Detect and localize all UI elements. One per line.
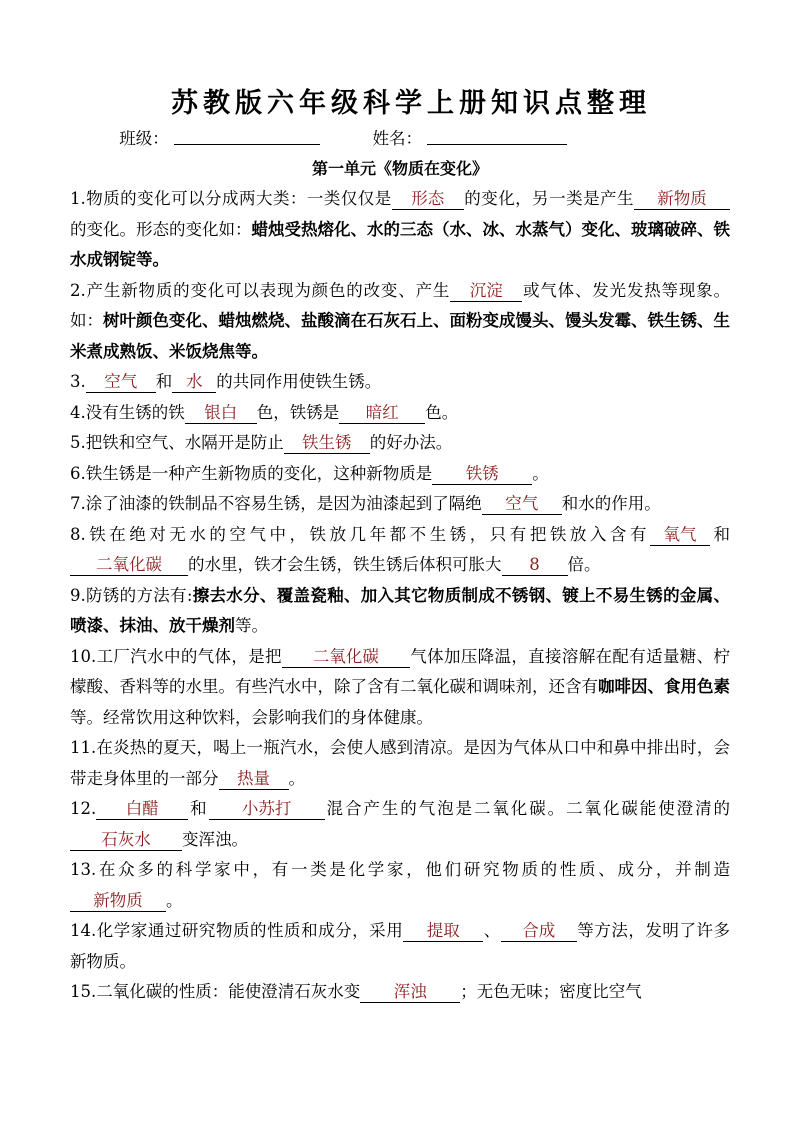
list-item: 12. 白醋 和 小苏打 混合产生的气泡是二氧化碳。二氧化碳能使澄清的石灰水 变浑浊。: [70, 799, 731, 849]
class-field[interactable]: [174, 128, 320, 145]
answer-blank: 形态: [392, 189, 464, 210]
list-item: 11.在炎热的夏天，喝上一瓶汽水，会使人感到清凉。是因为气体从口中和鼻中排出时，会带走身体里的一部分 热量 。: [70, 738, 730, 788]
name-label: 姓名：: [372, 129, 422, 148]
knowledge-list: [70, 184, 730, 1008]
answer-blank: 新物质: [70, 891, 166, 912]
list-item: 8.铁在绝对无水的空气中，铁放几年都不生锈，只有把铁放入含有 氧气 和二氧化碳 的水里，铁才会生锈，铁生锈后体积可胀大 8 倍。: [70, 524, 730, 574]
answer-blank: 8: [502, 555, 568, 576]
answer-blank: 暗红: [339, 403, 425, 424]
answer-blank: 小苏打: [209, 799, 325, 820]
list-item: 14.化学家通过研究物质的性质和成分，采用 提取 、 合成 等方法，发明了许多新物质。: [70, 921, 731, 971]
answer-blank: 水: [172, 372, 216, 393]
document-page: [70, 86, 730, 1008]
class-label: 班级：: [119, 129, 169, 148]
answer-blank: 沉淀: [450, 281, 522, 302]
answer-blank: 二氧化碳: [70, 555, 188, 576]
answer-blank: 新物质: [634, 189, 730, 210]
name-field[interactable]: [427, 128, 567, 145]
list-item: 3. 空气 和 水 的共同作用使铁生锈。: [70, 372, 382, 391]
list-item: 10.工厂汽水中的气体，是把 二氧化碳 气体加压降温，直接溶解在配有适量糖、柠檬酸、香料等的水里。有些汽水中，除了含有二氧化碳和调味剂，还含有咖啡因、食用色素等。经常饮用这种饮料，会影响我们的身体健康。: [70, 646, 730, 727]
list-item: 1.物质的变化可以分成两大类：一类仅仅是 形态 的变化，另一类是产生 新物质的变化。形态的变化如：蜡烛受热熔化、水的三态（水、冰、水蒸气）变化、玻璃破碎、铁水成钢锭等。: [70, 189, 730, 269]
list-item: 7.涂了油漆的铁制品不容易生锈，是因为油漆起到了隔绝 空气 和水的作用。: [70, 494, 661, 513]
answer-blank: 浑浊: [360, 982, 460, 1003]
answer-blank: 提取: [403, 921, 483, 942]
list-item: 6.铁生锈是一种产生新物质的变化，这种新物质是 铁锈 。: [70, 463, 549, 483]
list-item: 15.二氧化碳的性质：能使澄清石灰水变 浑浊 ；无色无味；密度比空气: [70, 982, 642, 1001]
class-name-line: [70, 126, 730, 152]
list-item: 13.在众多的科学家中，有一类是化学家，他们研究物质的性质、成分，并制造新物质 。: [70, 860, 730, 910]
answer-blank: 二氧化碳: [282, 647, 410, 668]
answer-blank: 石灰水: [70, 830, 182, 851]
answer-blank: 白醋: [96, 799, 188, 820]
unit-title: 第一单元《物质在变化》: [311, 159, 488, 178]
list-item: 4.没有生锈的铁 银白 色，铁锈是 暗红 色。: [70, 402, 459, 422]
answer-blank: 铁锈: [432, 464, 532, 485]
list-item: 9.防锈的方法有:擦去水分、覆盖瓷釉、加入其它物质制成不锈钢、镀上不易生锈的金属、喷漆、抹油、放干燥剂等。: [70, 585, 730, 635]
answer-blank: 氧气: [650, 525, 710, 546]
answer-blank: 银白: [185, 403, 257, 424]
answer-blank: 热量: [219, 769, 289, 790]
list-item: 5.把铁和空气、水隔开是防止 铁生锈 的好办法。: [70, 433, 453, 452]
list-item: 2.产生新物质的变化可以表现为颜色的改变、产生 沉淀 或气体、发光发热等现象。如：树叶颜色变化、蜡烛燃烧、盐酸滴在石灰石上、面粉变成馒头、馒头发霉、铁生锈、生米煮成熟饭、米饭烧焦等。: [70, 280, 730, 361]
answer-blank: 空气: [86, 372, 156, 393]
answer-blank: 合成: [501, 921, 577, 942]
answer-blank: 空气: [482, 494, 562, 515]
answer-blank: 铁生锈: [284, 433, 370, 454]
page-title: 苏教版六年级科学上册知识点整理: [171, 88, 651, 119]
